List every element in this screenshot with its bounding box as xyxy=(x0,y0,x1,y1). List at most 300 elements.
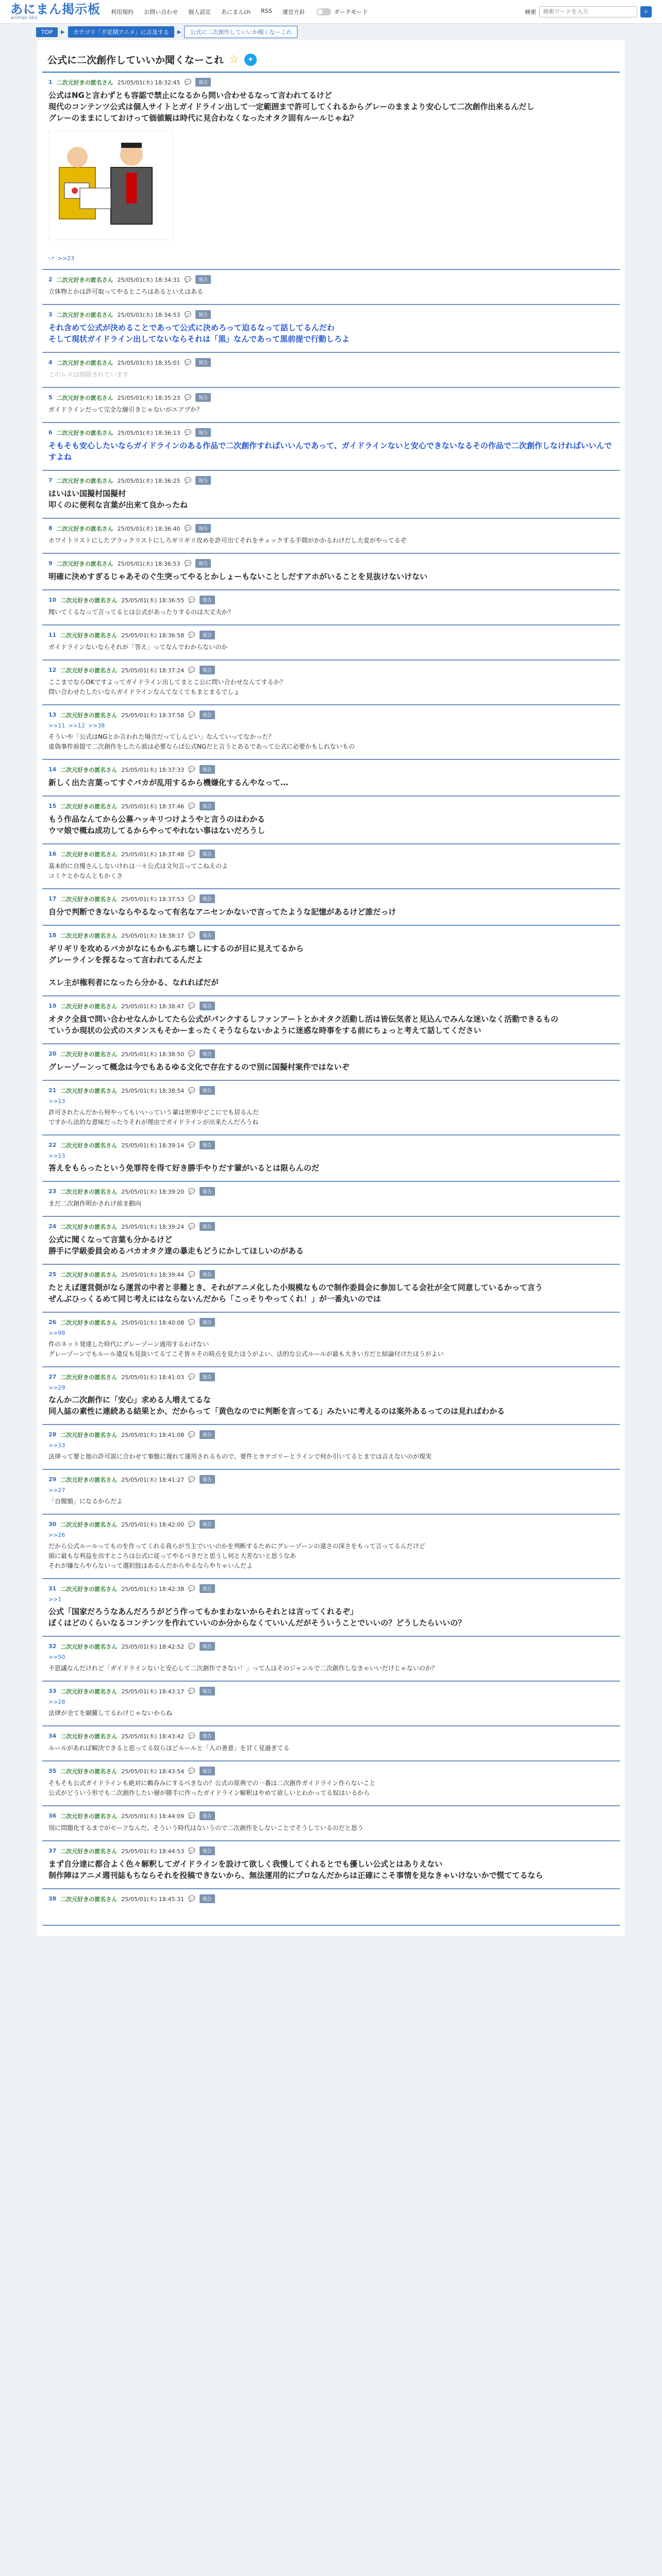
post-number[interactable]: 20 xyxy=(48,1050,57,1057)
post-line: グレーゾーンでもルール違反も見抜いてるてこそ皆々その時点を見たほうがよい、法的な公式ルールが最も大きい方だと結論付けたほうがよい xyxy=(48,1350,444,1358)
report-button[interactable]: 報告 xyxy=(200,1222,215,1231)
poster-name: 二次元好きの匿名さん xyxy=(60,1431,118,1438)
post-date: 25/05/01(木) 18:38:50 xyxy=(121,1050,185,1058)
report-button[interactable]: 報告 xyxy=(200,1584,215,1593)
post-body xyxy=(48,488,614,511)
post-number[interactable]: 29 xyxy=(48,1476,57,1483)
post-line: そして現状ガイドライン出してないならそれは「黒」なんであって黒前提で行動しろよ xyxy=(48,334,350,344)
reply-anchors xyxy=(48,1442,614,1449)
poster-name: 二次元好きの匿名さん xyxy=(60,711,118,719)
report-button[interactable]: 報告 xyxy=(195,310,211,319)
reply-icon[interactable]: ⤻ xyxy=(48,255,55,261)
poster-name: 二次元好きの匿名さん xyxy=(60,1319,118,1326)
post-item xyxy=(42,1682,620,1726)
post-meta xyxy=(48,1141,614,1149)
post-meta xyxy=(48,559,614,568)
post-date: 25/05/01(木) 18:44:09 xyxy=(121,1812,185,1820)
reply-icon[interactable]: 💬 xyxy=(188,851,195,857)
post-line: まだ二次創作明かされけ前ま動向 xyxy=(48,1200,142,1207)
post-number[interactable]: 32 xyxy=(48,1643,57,1650)
report-button[interactable]: 報告 xyxy=(195,78,211,87)
nav-contact[interactable]: お問い合わせ xyxy=(144,8,178,15)
post-item xyxy=(42,1806,620,1841)
post-date: 25/05/01(木) 18:37:48 xyxy=(121,851,185,858)
post-number[interactable]: 28 xyxy=(48,1431,57,1438)
post-date: 25/05/01(木) 18:43:17 xyxy=(121,1688,185,1695)
post-date: 25/05/01(木) 18:41:03 xyxy=(121,1374,185,1381)
post-line xyxy=(48,1906,614,1918)
post-body xyxy=(48,732,614,752)
poster-name: 二次元好きの匿名さん xyxy=(60,1521,118,1528)
site-header xyxy=(0,0,662,24)
reply-anchors xyxy=(48,1596,614,1603)
post-number[interactable]: 19 xyxy=(48,1003,57,1009)
post-meta xyxy=(48,1687,614,1696)
post-meta xyxy=(48,428,614,437)
post-item xyxy=(42,1579,620,1637)
reply-icon[interactable]: 💬 xyxy=(188,1848,195,1854)
post-line: 公式に聞くなって言葉も分かるけど xyxy=(48,1235,173,1244)
post-number[interactable]: 26 xyxy=(48,1319,57,1326)
post-meta xyxy=(48,631,614,639)
poster-name: 二次元好きの匿名さん xyxy=(60,1374,118,1381)
anchor-link[interactable]: >>13 xyxy=(48,1098,65,1105)
post-number[interactable]: 4 xyxy=(48,359,53,366)
post-date: 25/05/01(木) 18:42:52 xyxy=(121,1643,185,1650)
post-item xyxy=(42,844,620,889)
post-number[interactable]: 8 xyxy=(48,525,53,532)
post-line: 問い合わせたしたいならガイドラインなんてなくてもまとまるでしょ xyxy=(48,688,240,696)
post-line: ウマ娘で概ね成功してるからやってやれない事はないだろうし xyxy=(48,826,266,835)
nav-settings[interactable]: 個人設定 xyxy=(188,8,211,15)
post-number[interactable]: 22 xyxy=(48,1142,57,1148)
report-button[interactable]: 報告 xyxy=(200,1372,215,1381)
post-meta xyxy=(48,1222,614,1231)
post-line: ホワイトリストにしたブラックリストにしろギリギリ攻めを許可出てそれをチェックする手間がかかるわけだし大変がやってるぞ xyxy=(48,537,407,544)
post-number[interactable]: 6 xyxy=(48,429,53,436)
post-date: 25/05/01(木) 18:44:53 xyxy=(121,1848,185,1855)
report-button[interactable]: 報告 xyxy=(200,1732,215,1740)
poster-name: 二次元好きの匿名さん xyxy=(56,359,113,366)
post-number[interactable]: 18 xyxy=(48,932,57,939)
anchor-link[interactable]: >>26 xyxy=(48,1532,65,1538)
reply-icon[interactable]: 💬 xyxy=(188,632,195,638)
post-line: そもそも公式ガイドラインも絶対に鵜呑みにするべきなの？公式の原典での一番は二次創作ガイドライン作らないこと xyxy=(48,1780,376,1787)
post-date: 25/05/01(木) 18:36:25 xyxy=(117,477,180,484)
post-meta xyxy=(48,275,614,284)
report-button[interactable]: 報告 xyxy=(195,393,211,402)
post-date: 25/05/01(木) 18:36:40 xyxy=(117,525,180,532)
op-reply-row xyxy=(48,255,614,262)
reply-icon[interactable]: 💬 xyxy=(188,1319,195,1326)
anchor-link[interactable]: >>38 xyxy=(88,722,105,729)
reply-icon[interactable]: 💬 xyxy=(184,276,192,283)
post-number[interactable]: 34 xyxy=(48,1733,57,1739)
report-button[interactable]: 報告 xyxy=(195,275,211,284)
post-number[interactable]: 14 xyxy=(48,766,57,773)
anchor-link[interactable]: >>28 xyxy=(48,1699,65,1705)
post-body xyxy=(48,1108,614,1127)
post-line: 立体物とかは許可取ってやるところはあるといえはある xyxy=(48,288,204,295)
reply-icon[interactable]: 💬 xyxy=(188,1812,195,1819)
post-body xyxy=(48,1664,614,1673)
post-number[interactable]: 11 xyxy=(48,632,57,638)
post-meta xyxy=(48,1811,614,1820)
report-button[interactable]: 報告 xyxy=(200,1430,215,1439)
reply-icon[interactable]: 💬 xyxy=(184,79,192,86)
report-button[interactable]: 報告 xyxy=(195,428,211,437)
post-body xyxy=(48,1823,614,1833)
post-number[interactable]: 9 xyxy=(48,560,53,567)
post-line: ガイドラインだって完全な線引きじゃないがエアプか？ xyxy=(48,406,203,413)
post-number[interactable]: 3 xyxy=(48,311,53,318)
post-date: 25/05/01(木) 18:43:54 xyxy=(121,1768,185,1775)
post-item xyxy=(42,1515,620,1579)
post-item xyxy=(42,388,620,423)
post-number[interactable]: 25 xyxy=(48,1271,57,1278)
post-meta xyxy=(48,1086,614,1095)
post-number[interactable]: 17 xyxy=(48,895,57,902)
anchor-link[interactable]: >>11 xyxy=(48,722,65,729)
poster-name: 二次元好きの匿名さん xyxy=(60,1848,118,1855)
poster-name: 二次元好きの匿名さん xyxy=(56,394,113,401)
nav-rss[interactable]: RSS xyxy=(261,7,272,14)
post-date: 25/05/01(木) 18:37:53 xyxy=(121,895,185,903)
post-date: 25/05/01(木) 18:34:53 xyxy=(117,311,180,318)
thread-title-row xyxy=(42,46,620,73)
reply-anchors xyxy=(48,1384,614,1391)
post-item xyxy=(42,760,620,796)
post-number[interactable]: 27 xyxy=(48,1374,57,1380)
reply-icon[interactable]: 💬 xyxy=(184,394,192,401)
reply-icon[interactable]: 💬 xyxy=(188,1585,195,1592)
chevron-right-icon: ▶ xyxy=(61,29,65,35)
post-body xyxy=(48,440,614,463)
reply-icon[interactable]: 💬 xyxy=(188,667,195,673)
post-date: 25/05/01(木) 18:43:42 xyxy=(121,1733,185,1740)
search-area xyxy=(525,6,652,18)
reply-icon[interactable]: 💬 xyxy=(188,1188,195,1195)
post-line: スレ主が権利者になったら分かる、なれればだが xyxy=(48,978,219,987)
reply-icon[interactable]: 💬 xyxy=(188,932,195,939)
post-line: 法律が全てを網羅してるわけじゃないからね xyxy=(48,1709,173,1717)
report-button[interactable]: 報告 xyxy=(200,1187,215,1196)
post-item xyxy=(42,590,620,625)
report-button[interactable]: 報告 xyxy=(200,931,215,940)
post-item xyxy=(42,1265,620,1313)
post-meta xyxy=(48,476,614,485)
reply-icon[interactable]: 💬 xyxy=(188,1768,195,1774)
star-icon[interactable]: ☆ xyxy=(229,53,239,66)
post-line: 頭に最もな利益を出すところは公式に従ってやるべきだと思うし何と大差ないと思うなあ xyxy=(48,1552,296,1560)
post-number[interactable]: 15 xyxy=(48,803,57,809)
report-button[interactable]: 報告 xyxy=(200,1767,215,1775)
post-meta xyxy=(48,1002,614,1010)
anchor-link[interactable]: >>13 xyxy=(48,1153,65,1159)
post-line: 不思議なんだけれど「ガイドラインないと安心して二次創作できない！」って人はそのジャンルで二次創作しなきゃいいだけじゃないのか？ xyxy=(48,1665,438,1672)
post-number[interactable]: 2 xyxy=(48,276,53,283)
reply-icon[interactable]: 💬 xyxy=(188,1223,195,1230)
post-item xyxy=(42,270,620,305)
report-button[interactable]: 報告 xyxy=(200,765,215,774)
post-body xyxy=(48,861,614,881)
poster-name: 二次元好きの匿名さん xyxy=(60,1688,118,1695)
poster-name: 二次元好きの匿名さん xyxy=(60,1003,118,1010)
post-body xyxy=(48,1234,614,1257)
reply-icon[interactable]: 💬 xyxy=(188,1050,195,1057)
post-meta xyxy=(48,1767,614,1775)
post-line: そもそも安心したいならガイドラインのある作品で二次創作すればいいんであって、ガイドラインないと安心できないなるその作品で二次創作しなければいいんですよね xyxy=(48,441,612,462)
post-item xyxy=(42,1470,620,1515)
post-line: ていうか現状の公式のスタンスもそかーまったくそうならないかように迷惑な時事をする前にちょっと考えて話してください xyxy=(48,1026,482,1035)
post-meta xyxy=(48,1846,614,1855)
breadcrumb-top[interactable]: TOP xyxy=(36,27,58,37)
anchor-link[interactable]: >>29 xyxy=(48,1384,65,1391)
post-body xyxy=(48,1061,614,1073)
report-button[interactable]: 報告 xyxy=(200,1270,215,1279)
report-button[interactable]: 報告 xyxy=(200,1642,215,1651)
post-body xyxy=(48,536,614,546)
breadcrumb-category[interactable]: カテゴリ「不定期アニメ」に言及する xyxy=(68,26,174,38)
breadcrumb-thread[interactable]: 公式に二次創作していいか聞くなーこれ xyxy=(184,26,297,38)
post-line: グレーゾーンって概念は今でもあるゆる文化で存在するので別に国擬村案件ではないぞ xyxy=(48,1062,350,1072)
post-line: 件のネット発達した時代にグレーゾーン通用するわけない xyxy=(48,1341,209,1348)
poster-name: 二次元好きの匿名さん xyxy=(60,632,118,639)
post-date: 25/05/01(木) 18:36:58 xyxy=(121,632,185,639)
post-number[interactable]: 10 xyxy=(48,597,57,603)
reply-icon[interactable]: 💬 xyxy=(188,711,195,718)
reply-icon[interactable]: 💬 xyxy=(188,1003,195,1009)
post-list xyxy=(42,73,620,1926)
report-button[interactable]: 報告 xyxy=(200,1894,215,1903)
anchor-link[interactable]: >>98 xyxy=(48,1330,65,1336)
reply-icon[interactable]: 💬 xyxy=(184,525,192,532)
report-button[interactable]: 報告 xyxy=(200,1141,215,1149)
post-meta xyxy=(48,1475,614,1484)
poster-name: 二次元好きの匿名さん xyxy=(56,429,113,436)
post-item xyxy=(42,996,620,1044)
nav-policy[interactable]: 運営方針 xyxy=(282,8,305,15)
post-line: グレーのままにしておけって価値観は時代に見合わなくなったオタク固有ルールじゃね？ xyxy=(48,113,358,123)
reply-icon[interactable]: 💬 xyxy=(188,895,195,902)
reply-icon[interactable]: 💬 xyxy=(188,1643,195,1650)
post-line: なんか二次創作に「安心」求める人増えてるな xyxy=(48,1395,211,1404)
reply-icon[interactable]: 💬 xyxy=(188,803,195,809)
post-line: 自分で判断できないならやるなって有名なアニセンかないで言ってたような記憶があるけど誰だっけ xyxy=(48,907,396,917)
post-item xyxy=(42,1637,620,1682)
anchor-link[interactable]: >>33 xyxy=(48,1442,65,1449)
post-item xyxy=(42,519,620,554)
post-line: 同人誌の素性に連続ある結果とか、だからって「黄色なのでに判断を言ってる」みたいに考えるのは案外あるってのは見ればわかる xyxy=(48,1406,505,1416)
post-number[interactable]: 24 xyxy=(48,1223,57,1230)
reply-icon[interactable]: 💬 xyxy=(188,766,195,773)
post-meta xyxy=(48,1049,614,1058)
reply-icon[interactable]: 💬 xyxy=(188,597,195,603)
reply-icon[interactable]: 💬 xyxy=(188,1431,195,1438)
poster-name: 二次元好きの匿名さん xyxy=(56,560,113,567)
report-button[interactable]: 報告 xyxy=(200,850,215,858)
post-line: 基本的に自慢さんしないけれは一々公式は文句言ってこねえのよ xyxy=(48,862,228,870)
post-line: 公式「国家だろうなあんだろうがどう作ってもかまわないからそれとは言ってくれるぞ」 xyxy=(48,1607,358,1616)
post-date: 25/05/01(木) 18:34:31 xyxy=(117,276,180,283)
poster-name: 二次元好きの匿名さん xyxy=(60,1768,118,1775)
poster-name: 二次元好きの匿名さん xyxy=(60,1643,118,1650)
nav-terms[interactable]: 利用規約 xyxy=(111,8,134,15)
post-line: ルールがあれば解決できると思ってる奴らほどルールと「人の善意」を甘く見過ぎてる xyxy=(48,1744,290,1752)
report-button[interactable]: 報告 xyxy=(200,666,215,674)
reply-icon[interactable]: 💬 xyxy=(188,1733,195,1739)
report-button[interactable]: 報告 xyxy=(200,1318,215,1327)
post-number[interactable]: 12 xyxy=(48,667,57,673)
report-button[interactable]: 報告 xyxy=(200,596,215,604)
post-body xyxy=(48,287,614,297)
report-button[interactable]: 報告 xyxy=(200,1475,215,1484)
post-body xyxy=(48,1013,614,1036)
poster-name: 二次元好きの匿名さん xyxy=(60,597,118,604)
post-meta xyxy=(48,1732,614,1740)
report-button[interactable]: 報告 xyxy=(200,894,215,903)
post-number[interactable]: 1 xyxy=(48,79,53,86)
post-number[interactable]: 13 xyxy=(48,711,57,718)
poster-name: 二次元好きの匿名さん xyxy=(60,1271,118,1278)
post-line: 制作陣はアニメ週刊誌もちならそれを投稿できないから、無法運用的にプロなんだからは正確にこそ事情を見なきゃいけないかで慌ててるなら xyxy=(48,1871,543,1880)
post-date: 25/05/01(木) 18:38:54 xyxy=(121,1087,185,1094)
report-button[interactable]: 報告 xyxy=(200,1086,215,1095)
reply-icon[interactable]: 💬 xyxy=(184,311,192,318)
post-number[interactable]: 35 xyxy=(48,1768,57,1774)
post-number[interactable]: 21 xyxy=(48,1087,57,1094)
post-date: 25/05/01(木) 18:38:47 xyxy=(121,1003,185,1010)
post-item xyxy=(42,73,620,270)
post-date: 25/05/01(木) 18:45:31 xyxy=(121,1895,185,1903)
report-button[interactable]: 報告 xyxy=(195,524,211,533)
post-date: 25/05/01(木) 18:39:14 xyxy=(121,1142,185,1149)
post-number[interactable]: 23 xyxy=(48,1188,57,1195)
search-input[interactable] xyxy=(539,6,637,18)
anchor-link[interactable]: >>12 xyxy=(68,722,85,729)
reply-icon[interactable]: 💬 xyxy=(184,359,192,366)
post-body xyxy=(48,370,614,380)
reply-icon[interactable]: 💬 xyxy=(184,429,192,436)
dark-mode-toggle[interactable] xyxy=(317,8,368,16)
post-line: はいはい国擬村国擬村 xyxy=(48,489,126,498)
reply-icon[interactable]: 💬 xyxy=(188,1476,195,1483)
post-line: だから公式ルールってものを作ってくれる我らが当主でいいのかを判断するためにグレーゾーンの遠さの深さをもって言ってるんだけど xyxy=(48,1543,425,1550)
poster-name: 二次元好きの匿名さん xyxy=(60,766,118,773)
post-meta xyxy=(48,765,614,774)
reply-icon[interactable]: 💬 xyxy=(188,1521,195,1528)
post-number[interactable]: 37 xyxy=(48,1848,57,1854)
search-icon[interactable]: ⌕ xyxy=(640,6,652,18)
post-number[interactable]: 38 xyxy=(48,1895,57,1902)
post-date: 25/05/01(木) 18:37:24 xyxy=(121,667,185,674)
poster-name: 二次元好きの匿名さん xyxy=(56,79,113,86)
post-date: 25/05/01(木) 18:35:01 xyxy=(117,359,180,366)
post-line: 公式がどういう形でも二次創作したい層が勝手に作ったガイドライン解釈はやめて欲しいとわかってる奴はいるから xyxy=(48,1789,370,1797)
post-date: 25/05/01(木) 18:36:55 xyxy=(121,597,185,604)
site-logo[interactable] xyxy=(10,3,101,21)
post-meta xyxy=(48,1187,614,1196)
report-button[interactable]: 報告 xyxy=(200,1687,215,1696)
post-line: そういや「公式はNGとか言われた場合だってしんどい」なんていってなかった？ xyxy=(48,733,275,740)
anchor-link[interactable]: >>1 xyxy=(48,1596,62,1603)
post-meta xyxy=(48,78,614,87)
poster-name: 二次元好きの匿名さん xyxy=(60,1087,118,1094)
post-body xyxy=(48,1858,614,1881)
post-body xyxy=(48,1906,614,1918)
report-button[interactable]: 報告 xyxy=(200,631,215,639)
reply-icon[interactable]: 💬 xyxy=(188,1087,195,1094)
post-line xyxy=(48,965,614,977)
post-item xyxy=(42,1841,620,1889)
op-illustration[interactable] xyxy=(48,131,173,240)
report-button[interactable]: 報告 xyxy=(200,1049,215,1058)
post-line: 公式はNGと言わずとも容認で禁止になるから問い合わせるなって言われてるけど xyxy=(48,91,332,100)
report-button[interactable]: 報告 xyxy=(200,710,215,719)
report-button[interactable]: 報告 xyxy=(195,559,211,568)
reply-icon[interactable]: 💬 xyxy=(188,1271,195,1278)
post-number[interactable]: 33 xyxy=(48,1688,57,1694)
chevron-right-icon: ▶ xyxy=(177,29,181,35)
report-button[interactable]: 報告 xyxy=(195,476,211,485)
post-number[interactable]: 5 xyxy=(48,394,53,401)
post-number[interactable]: 7 xyxy=(48,477,53,484)
reply-icon[interactable]: 💬 xyxy=(188,1688,195,1694)
post-body xyxy=(48,814,614,836)
anchor-link[interactable]: >>50 xyxy=(48,1654,65,1660)
report-button[interactable]: 報告 xyxy=(200,1002,215,1010)
post-number[interactable]: 16 xyxy=(48,851,57,857)
post-body xyxy=(48,1778,614,1798)
reply-icon[interactable]: 💬 xyxy=(188,1142,195,1148)
report-button[interactable]: 報告 xyxy=(200,1520,215,1529)
post-number[interactable]: 30 xyxy=(48,1521,57,1528)
nav-animanch[interactable]: あにまんch xyxy=(221,8,251,15)
post-body xyxy=(48,1743,614,1753)
report-button[interactable]: 報告 xyxy=(200,802,215,810)
post-item xyxy=(42,1044,620,1081)
post-meta xyxy=(48,1642,614,1651)
reply-icon[interactable]: 💬 xyxy=(184,477,192,484)
post-line: 別に問題化するまでがセーフなんだ、そういう時代はないうので二次創作をしないことでそうしているのだと思う xyxy=(48,1824,363,1832)
post-meta xyxy=(48,666,614,674)
reply-anchors xyxy=(48,722,614,729)
reply-icon[interactable]: 💬 xyxy=(188,1374,195,1380)
post-line: グレーラインを探るなって言われてるんだよ xyxy=(48,955,203,964)
twitter-icon[interactable]: ✦ xyxy=(244,54,257,66)
reply-anchors xyxy=(48,1532,614,1538)
post-body xyxy=(48,943,614,988)
report-button[interactable]: 報告 xyxy=(200,1811,215,1820)
post-body xyxy=(48,1340,614,1359)
post-date: 25/05/01(木) 18:32:45 xyxy=(117,79,180,86)
report-button[interactable]: 報告 xyxy=(200,1846,215,1855)
post-line: このレスは削除されています xyxy=(48,371,129,378)
anchor-link[interactable]: >>27 xyxy=(48,1487,65,1494)
poster-name: 二次元好きの匿名さん xyxy=(60,1476,118,1483)
reply-icon[interactable]: 💬 xyxy=(188,1895,195,1902)
report-button[interactable]: 報告 xyxy=(195,358,211,367)
post-item xyxy=(42,796,620,844)
toggle-switch[interactable] xyxy=(317,8,331,15)
reply-icon[interactable]: 💬 xyxy=(184,560,192,567)
anchor-link[interactable]: >>23 xyxy=(57,255,75,262)
post-number[interactable]: 36 xyxy=(48,1812,57,1819)
post-number[interactable]: 31 xyxy=(48,1585,57,1592)
post-body xyxy=(48,1497,614,1506)
post-date: 25/05/01(木) 18:38:17 xyxy=(121,932,185,939)
post-line: 許可されたんだから何やってもいいっていう輩は世界中どこにでも居るんだ xyxy=(48,1109,259,1116)
